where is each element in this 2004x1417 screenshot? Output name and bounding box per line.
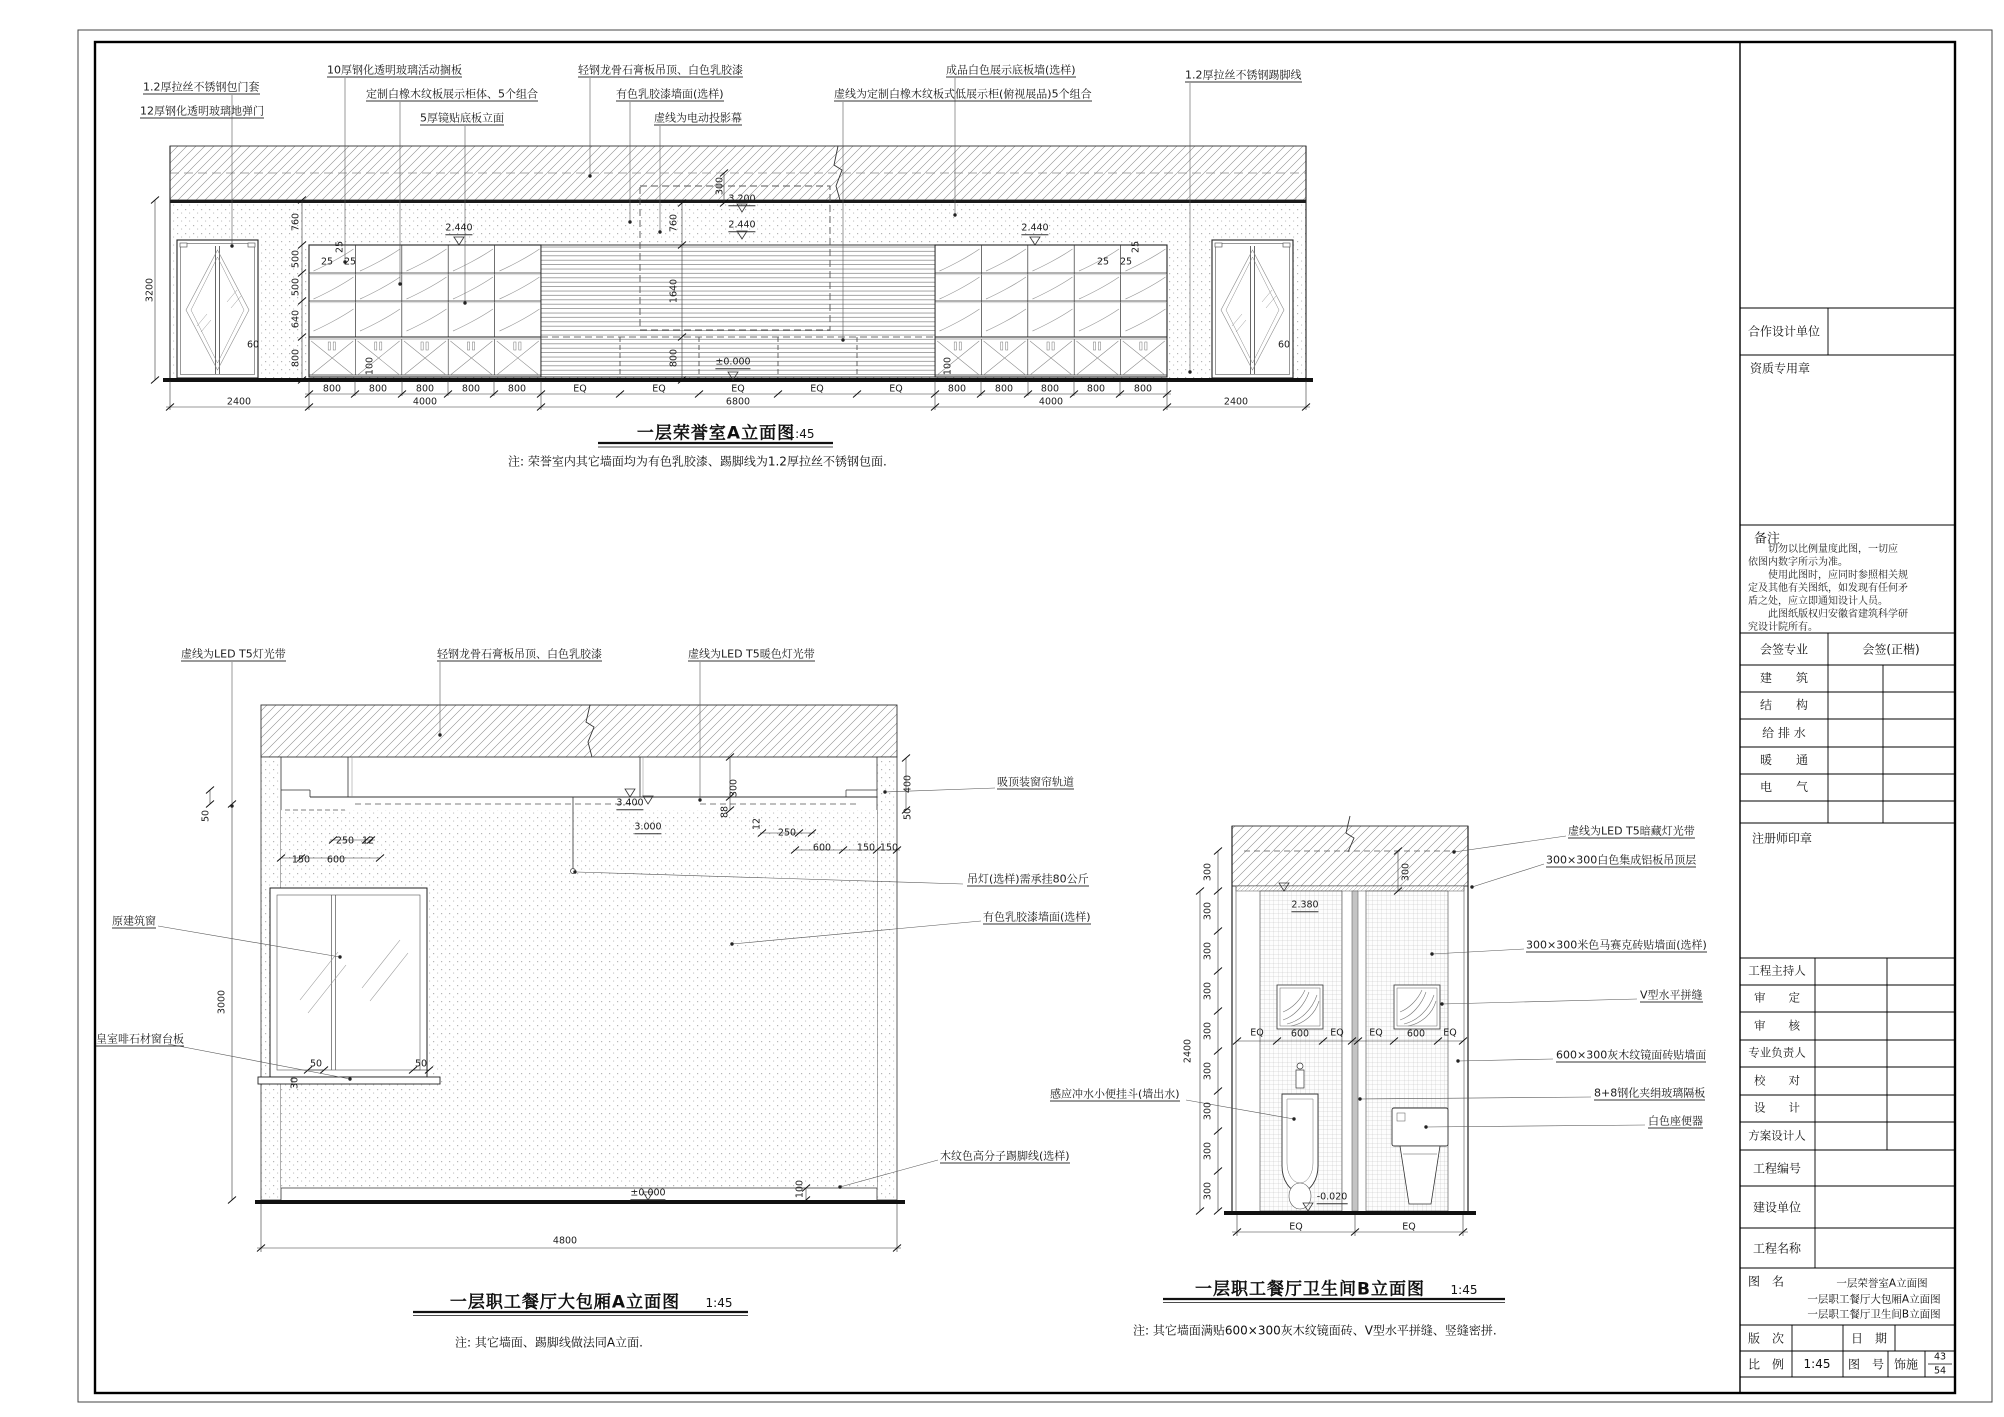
tb-sheet-total: 54: [1933, 1365, 1947, 1377]
dim: EQ: [1402, 1221, 1416, 1233]
level: ±0.000: [630, 1187, 666, 1199]
dim: 760: [668, 213, 680, 233]
ann-oak-display-cabinet: 定制白橡木纹板展示柜体、5个组合: [366, 87, 538, 101]
tb-fig-name-1: 一层荣誉室A立面图: [1836, 1277, 1928, 1290]
ann-wood-skirting: 木纹色高分子踢脚线(选样): [940, 1149, 1070, 1163]
tb-personnel: 设 计: [1754, 1100, 1800, 1115]
dim: 800: [994, 383, 1014, 395]
ann-pendant-lamp: 吊灯(选样)需承挂80公斤: [967, 872, 1089, 886]
tb-discipline: 暖 通: [1759, 753, 1809, 767]
tb-scale-label: 比 例: [1747, 1357, 1785, 1372]
dim: 150: [879, 842, 899, 854]
dim: 300: [1202, 862, 1214, 882]
toilet-note: 注: 其它墙面满贴600×300灰木纹镜面砖、V型水平拼缝、竖缝密拼.: [1133, 1323, 1497, 1338]
dim: 500: [290, 249, 302, 269]
dim: 25: [320, 256, 334, 268]
dim: EQ: [889, 383, 903, 395]
tb-personnel: 方案设计人: [1748, 1128, 1806, 1143]
dim: EQ: [1330, 1027, 1344, 1039]
level: 3.400: [616, 797, 644, 809]
dim: 50: [414, 1058, 428, 1070]
ann-door-casing: 1.2厚拉丝不锈钢包门套: [143, 80, 260, 94]
ann-led-strip: 虚线为LED T5灯光带: [181, 647, 286, 661]
level: 2.440: [1021, 222, 1049, 234]
dim: 3000: [216, 989, 228, 1015]
dim: 300: [1202, 941, 1214, 961]
dim: 300: [1202, 981, 1214, 1001]
tb-remark-line: 此图纸版权归安徽省建筑科学研: [1748, 609, 1908, 620]
ann-grey-tile-wall: 600×300灰木纹镜面砖贴墙面: [1556, 1048, 1707, 1062]
tb-project-name-label: 工程名称: [1752, 1241, 1802, 1256]
ann-led-warm-strip: 虚线为LED T5暖色灯光带: [688, 647, 815, 661]
honor-title: 一层荣誉室A立面图: [636, 423, 796, 444]
level: 2.380: [1291, 899, 1319, 911]
dim: 800: [668, 348, 680, 368]
tb-scale-value: 1:45: [1803, 1357, 1831, 1371]
dim: 600: [326, 854, 346, 866]
dim: 50: [309, 1058, 323, 1070]
dim: 4000: [412, 396, 438, 408]
tb-sign-col-label: 会签专业: [1759, 642, 1809, 657]
dim: 800: [507, 383, 527, 395]
tb-fig-name-2: 一层职工餐厅大包厢A立面图: [1807, 1293, 1941, 1306]
dim: EQ: [810, 383, 824, 395]
dim: 25: [1096, 256, 1110, 268]
tb-personnel: 专业负责人: [1748, 1045, 1806, 1060]
dim: 150: [856, 842, 876, 854]
tb-fig-label: 图 名: [1747, 1274, 1785, 1289]
tb-figno-value: 饰施: [1893, 1357, 1919, 1372]
dim: 100: [794, 1179, 806, 1199]
dim: 25: [343, 256, 357, 268]
dim: EQ: [1250, 1027, 1264, 1039]
ann-glass-shelf: 10厚钢化透明玻璃活动搁板: [327, 63, 462, 77]
tb-figno-label: 图 号: [1847, 1357, 1885, 1372]
dim: 800: [290, 348, 302, 368]
tb-discipline: 电 气: [1759, 780, 1809, 794]
tb-date-label: 日 期: [1850, 1331, 1888, 1346]
ann-stone-sill: 皇室啡石材窗台板: [96, 1032, 184, 1046]
ann-mosaic-wall: 300×300米色马赛克砖贴墙面(选样): [1526, 938, 1707, 952]
dim: 25: [1130, 240, 1142, 254]
dim: 800: [368, 383, 388, 395]
level: 3.200: [728, 193, 756, 205]
dim: 300: [1400, 862, 1412, 882]
dim: 50: [902, 807, 914, 821]
dim: EQ: [1289, 1221, 1303, 1233]
dim: 100: [942, 356, 954, 376]
dim: 800: [415, 383, 435, 395]
ann-v-joint: V型水平拼缝: [1640, 988, 1703, 1002]
dim: 12: [751, 817, 763, 831]
dim: 600: [1290, 1028, 1310, 1040]
dim: EQ: [1443, 1027, 1457, 1039]
dim: 1640: [668, 278, 680, 304]
dim: EQ: [573, 383, 587, 395]
tb-sheet-no: 43: [1933, 1351, 1947, 1363]
level: 3.000: [634, 821, 662, 833]
tb-personnel: 审 定: [1754, 990, 1800, 1005]
dim: 25: [334, 240, 346, 254]
ann-toilet: 白色座便器: [1648, 1114, 1703, 1128]
dim: 300: [1202, 1141, 1214, 1161]
ann-led-hidden-strip: 虚线为LED T5暗藏灯光带: [1568, 824, 1695, 838]
toilet-title: 一层职工餐厅卫生间B立面图: [1195, 1279, 1425, 1300]
dim: 12: [361, 835, 375, 847]
ann-steel-skirting: 1.2厚拉丝不锈钢踢脚线: [1185, 68, 1302, 82]
ann-curtain-track: 吸顶装窗帘轨道: [997, 775, 1074, 789]
tb-discipline: 给 排 水: [1762, 726, 1806, 740]
tb-version-label: 版 次: [1747, 1331, 1785, 1346]
dim: 800: [1086, 383, 1106, 395]
dim: 2400: [226, 396, 252, 408]
tb-remark-line: 切勿以比例量度此图，一切应: [1748, 544, 1898, 555]
dim: 6800: [725, 396, 751, 408]
dim: 300: [1202, 901, 1214, 921]
dim: 4800: [552, 1235, 578, 1247]
dim: 100: [364, 356, 376, 376]
dim: 400: [902, 774, 914, 794]
level: ±0.000: [715, 356, 751, 368]
ann-alum-ceiling: 300×300白色集成铝板吊顶层: [1546, 853, 1697, 867]
dim: 300: [1202, 1021, 1214, 1041]
tb-seal-label: 资质专用章: [1750, 361, 1811, 376]
tb-remark-line: 定及其他有关图纸，如发现有任何矛: [1748, 583, 1908, 594]
ann-gypsum-ceiling: 轻钢龙骨石膏板吊顶、白色乳胶漆: [437, 647, 602, 661]
dim: 2400: [1182, 1038, 1194, 1064]
dim: EQ: [652, 383, 666, 395]
tb-sign-name-label: 会签(正楷): [1862, 642, 1920, 657]
banquet-note: 注: 其它墙面、踢脚线做法同A立面.: [455, 1335, 643, 1350]
dim: 150: [291, 854, 311, 866]
honor-scale: 1:45: [787, 427, 815, 441]
tb-discipline: 结 构: [1759, 698, 1809, 712]
dim: 600: [1406, 1028, 1426, 1040]
level: -0.020: [1316, 1191, 1348, 1203]
dim: 60: [246, 339, 260, 351]
ann-glass-partition: 8+8钢化夹绢玻璃隔板: [1594, 1086, 1706, 1100]
dim: 4000: [1038, 396, 1064, 408]
tb-remark-line: 究设计院所有。: [1748, 622, 1818, 633]
dim: 300: [714, 176, 726, 196]
dim: 800: [947, 383, 967, 395]
tb-remark-title: 备注: [1754, 531, 1781, 547]
ann-glass-swing-door: 12厚钢化透明玻璃地弹门: [140, 104, 264, 118]
tb-cooperation-label: 合作设计单位: [1747, 324, 1821, 339]
dim: 300: [1202, 1101, 1214, 1121]
dim: 50: [200, 809, 212, 823]
tb-client-label: 建设单位: [1752, 1200, 1802, 1215]
dim: 600: [812, 842, 832, 854]
dim: EQ: [1369, 1027, 1383, 1039]
ann-gypsum-ceiling: 轻钢龙骨石膏板吊顶、白色乳胶漆: [578, 63, 743, 77]
dim: 250: [777, 827, 797, 839]
ann-existing-window: 原建筑窗: [112, 914, 156, 928]
tb-personnel: 工程主持人: [1748, 963, 1806, 978]
ann-display-base-wall: 成品白色展示底板墙(选样): [946, 63, 1076, 77]
ann-paint-wall: 有色乳胶漆墙面(选样): [983, 910, 1091, 924]
tb-remark-line: 盾之处，应立即通知设计人员。: [1748, 596, 1888, 607]
ann-urinal: 感应冲水小便挂斗(墙出水): [1050, 1087, 1180, 1101]
tb-discipline: 建 筑: [1759, 671, 1809, 685]
ann-low-display-cabinet: 虚线为定制白橡木纹板式低展示柜(俯视展品)5个组合: [834, 87, 1092, 101]
dim: 640: [290, 309, 302, 329]
tb-project-no-label: 工程编号: [1752, 1161, 1802, 1176]
dim: 250: [335, 835, 355, 847]
tb-remark-line: 使用此图时，应同时参照相关规: [1748, 570, 1908, 581]
dim: 88: [719, 805, 731, 819]
dim: 60: [1277, 339, 1291, 351]
tb-personnel: 审 核: [1754, 1018, 1800, 1033]
ann-projector-screen: 虚线为电动投影幕: [654, 111, 742, 125]
dim: 300: [728, 778, 740, 798]
dim: 800: [1133, 383, 1153, 395]
toilet-scale: 1:45: [1450, 1283, 1478, 1297]
tb-remark-line: 依图内数字所示为准。: [1748, 557, 1848, 568]
dim: 500: [290, 277, 302, 297]
dim: 2400: [1223, 396, 1249, 408]
dim: 25: [1119, 256, 1133, 268]
dim: 800: [461, 383, 481, 395]
dim: 3200: [144, 277, 156, 303]
ann-paint-wall: 有色乳胶漆墙面(选样): [616, 87, 724, 101]
dim: EQ: [731, 383, 745, 395]
ann-mirror-back-panel: 5厚镜贴底板立面: [420, 111, 504, 125]
honor-note: 注: 荣誉室内其它墙面均为有色乳胶漆、踢脚线为1.2厚拉丝不锈钢包面.: [508, 454, 887, 469]
dim: 800: [322, 383, 342, 395]
dim: 800: [1040, 383, 1060, 395]
level: 2.440: [728, 219, 756, 231]
banquet-title: 一层职工餐厅大包厢A立面图: [449, 1292, 681, 1313]
level: 2.440: [445, 222, 473, 234]
banquet-scale: 1:45: [705, 1296, 733, 1310]
dim: 760: [290, 212, 302, 232]
tb-personnel: 校 对: [1754, 1073, 1800, 1088]
dim: 300: [1202, 1061, 1214, 1081]
dim: 300: [1202, 1181, 1214, 1201]
dim: 30: [289, 1076, 301, 1090]
tb-registrar-label: 注册师印章: [1752, 831, 1813, 846]
tb-fig-name-3: 一层职工餐厅卫生间B立面图: [1807, 1308, 1941, 1321]
